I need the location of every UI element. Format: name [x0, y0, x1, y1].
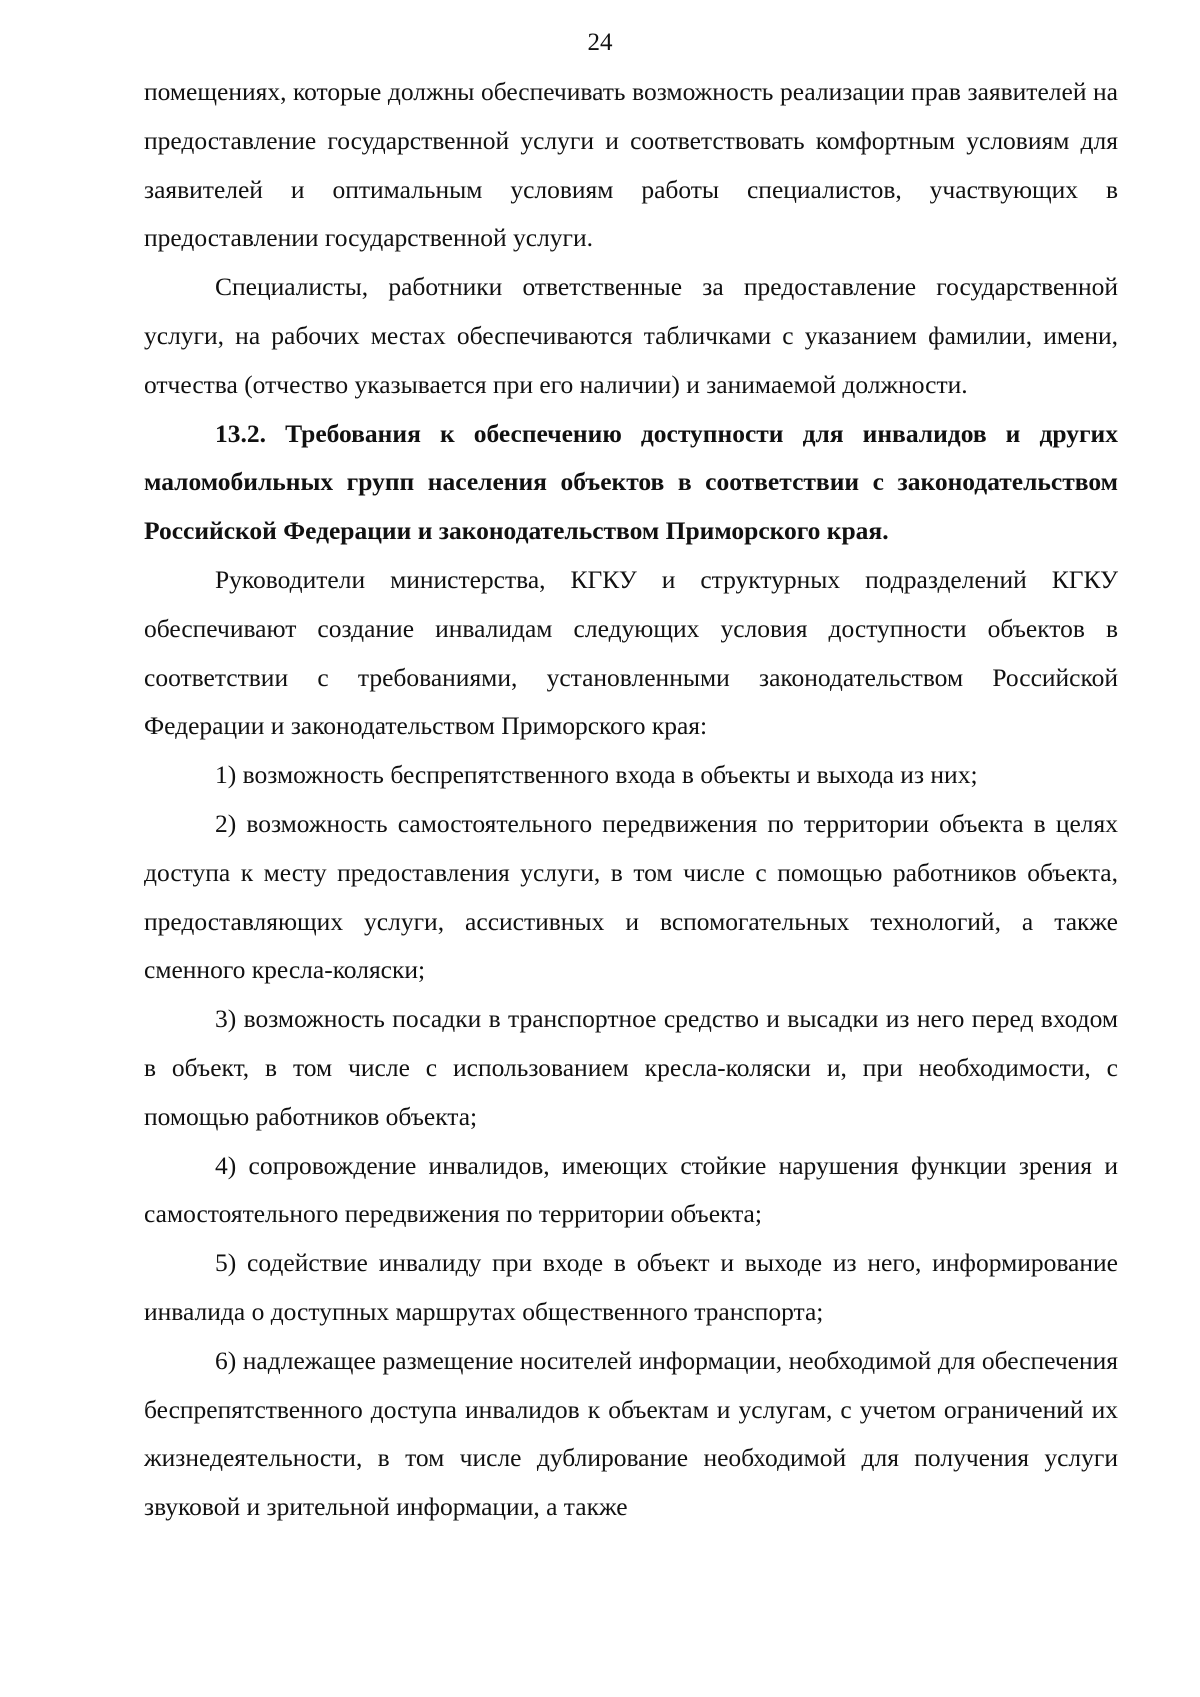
list-item-1: 1) возможность беспрепятственного входа в объекты и выхода из них; [215, 760, 978, 790]
section-heading-13-2: 13.2. Требования к обеспечению доступности для инвалидов и других маломобильных групп населения объектов в соответствии с законодательством Российской Федерации и законодательством Приморского края. [144, 418, 1118, 546]
paragraph-managers: Руководители министерства, КГКУ и структурных подразделений КГКУ обеспечивают создание инвалидам следующих условия доступности объектов в соответствии с требованиями, установленными законодательством Российской Федерации и законодательством Приморского края: [144, 564, 1118, 741]
list-item-5: 5) содействие инвалиду при входе в объект и выходе из него, информирование инвалида о доступных маршрутах общественного транспорта; [144, 1248, 1118, 1326]
list-item-3: 3) возможность посадки в транспортное средство и высадки из него перед входом в объект, в том числе с использованием кресла-коляски и, при необходимости, с помощью работников объекта; [144, 1004, 1118, 1131]
paragraph-specialists: Специалисты, работники ответственные за предоставление государственной услуги, на рабочих местах обеспечиваются табличками с указанием фамилии, имени, отчества (отчество указывается при его наличии) и занимаемой должности. [144, 272, 1118, 399]
list-item-2: 2) возможность самостоятельного передвижения по территории объекта в целях доступа к месту предоставления услуги, в том числе с помощью работников объекта, предоставляющих услуги, ассистивных и вспомогательных технологий, а также сменного кресла-коляски; [144, 808, 1118, 985]
page-number: 24 [587, 29, 613, 56]
list-item-6: 6) надлежащее размещение носителей информации, необходимой для обеспечения беспрепятственного доступа инвалидов к объектам и услугам, с учетом ограничений их жизнедеятельности, в том числе дублирование необходимой для получения услуги звуковой и зрительной информации, а также [144, 1345, 1118, 1522]
list-item-4: 4) сопровождение инвалидов, имеющих стойкие нарушения функции зрения и самостоятельного передвижения по территории объекта; [144, 1150, 1118, 1229]
paragraph-continuation: помещениях, которые должны обеспечивать возможность реализации прав заявителей на предоставление государственной услуги и соответствовать комфортным условиям для заявителей и оптимальным условиям работы специалистов, участвующих в предоставлении государственной услуги. [144, 77, 1118, 253]
document-body [144, 68, 1118, 1532]
